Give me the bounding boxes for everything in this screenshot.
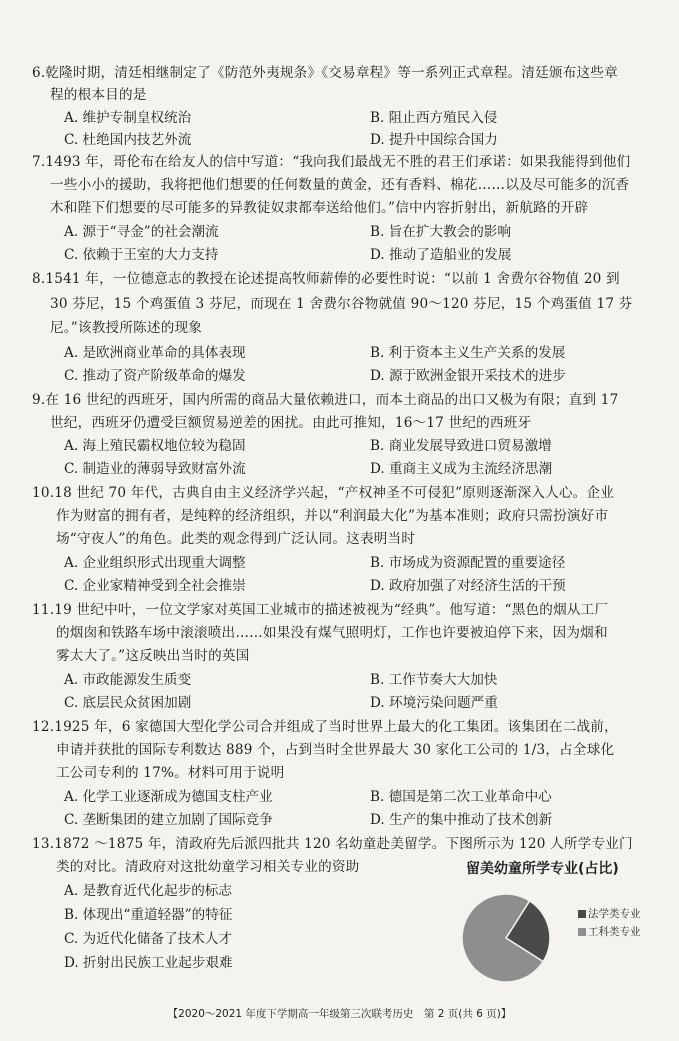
q11-option-b: B. 工作节奏大大加快	[370, 672, 498, 688]
pie-chart	[456, 888, 556, 988]
q13-option-a: A. 是教育近代化起步的标志	[64, 883, 232, 899]
q10-option-b: B. 市场成为资源配置的重要途径	[370, 555, 566, 571]
q7-stem-line-2: 一些小小的援助，我将把他们想要的任何数量的黄金，还有香料、棉花……以及尽可能多的沉香	[50, 177, 630, 193]
q6-option-b: B. 阻止西方殖民入侵	[370, 110, 498, 126]
q10-stem-line-3: 场“守夜人”的角色。此类的观念得到广泛认同。这表明当时	[56, 531, 416, 547]
q11-stem-line-3: 雾太大了。”这反映出当时的英国	[56, 648, 250, 664]
q10-option-d: D. 政府加强了对经济生活的干预	[370, 578, 566, 594]
q9-stem-line-1: 9.在 16 世纪的西班牙，国内所需的商品大量依赖进口，而本土商品的出口又极为有限；直到 17	[32, 392, 619, 408]
q13-stem-line-1: 13.1872 ～1875 年，清政府先后派四批共 120 名幼童赴美留学。下图所示为 120 人所学专业门	[32, 836, 633, 852]
q13-option-d: D. 折射出民族工业起步艰难	[64, 955, 233, 971]
q10-option-a: A. 企业组织形式出现重大调整	[64, 555, 246, 571]
q10-option-c: C. 企业家精神受到全社会推崇	[64, 578, 246, 594]
q8-option-b: B. 利于资本主义生产关系的发展	[370, 345, 566, 361]
q8-stem-line-2: 30 芬尼，15 个鸡蛋值 3 芬尼，而现在 1 舍费尔谷物就值 90～120 芬尼，15 个鸡蛋值 17 芬	[50, 296, 633, 312]
q9-option-a: A. 海上殖民霸权地位较为稳固	[64, 438, 246, 454]
q13-option-b: B. 体现出“重道轻器”的特征	[64, 907, 233, 923]
q12-option-d: D. 生产的集中推动了技术创新	[370, 812, 553, 828]
q11-option-a: A. 市政能源发生质变	[64, 672, 192, 688]
q12-option-b: B. 德国是第二次工业革命中心	[370, 789, 552, 805]
q12-stem-line-3: 工公司专利的 17%。材料可用于说明	[56, 765, 285, 781]
q9-option-b: B. 商业发展导致进口贸易激增	[370, 438, 552, 454]
q7-stem-line-3: 木和陛下们想要的尽可能多的异教徒奴隶都奉送给他们。”信中内容折射出，新航路的开辟	[50, 200, 589, 216]
q9-option-c: C. 制造业的薄弱导致财富外流	[64, 461, 246, 477]
legend-item-law	[578, 906, 641, 921]
q12-option-c: C. 垄断集团的建立加剧了国际竞争	[64, 812, 273, 828]
q12-option-a: A. 化学工业逐渐成为德国支柱产业	[64, 789, 273, 805]
legend-item-engineering	[578, 924, 641, 939]
q7-option-c: C. 依赖于王室的大力支持	[64, 247, 219, 263]
q6-option-c: C. 杜绝国内技艺外流	[64, 132, 192, 148]
chart-title: 留美幼童所学专业(占比)	[466, 861, 619, 877]
q11-stem-line-1: 11.19 世纪中叶，一位文学家对英国工业城市的描述被视为“经典”。他写道：“黑色的烟从工厂	[32, 602, 609, 618]
legend-label-engineering: 工科类专业	[588, 926, 641, 938]
q9-stem-line-2: 世纪，西班牙仍遭受巨额贸易逆差的困扰。由此可推知，16～17 世纪的西班牙	[50, 415, 532, 431]
page-footer: 【2020～2021 年度下学期高一年级第三次联考历史 第 2 页(共 6 页)】	[167, 1008, 512, 1020]
q10-stem-line-2: 作为财富的拥有者，是纯粹的经济组织，并以“利润最大化”为基本准则；政府只需扮演好市	[56, 508, 609, 524]
legend-swatch-engineering	[578, 928, 586, 936]
q12-stem-line-2: 申请并获批的国际专利数达 889 个，占到当时全世界最大 30 家化工公司的 1/3，占全球化	[56, 742, 615, 758]
q13-option-c: C. 为近代化储备了技术人才	[64, 931, 233, 947]
q7-option-d: D. 推动了造船业的发展	[370, 247, 512, 263]
q6-option-a: A. 维护专制皇权统治	[64, 110, 192, 126]
q7-stem-line-1: 7.1493 年，哥伦布在给友人的信中写道：“我向我们最战无不胜的君王们承诺：如果我能得到他们	[32, 154, 631, 170]
q7-option-a: A. 源于“寻金”的社会潮流	[64, 224, 219, 240]
q8-stem-line-1: 8.1541 年，一位德意志的教授在论述提高牧师薪俸的必要性时说：“以前 1 舍费尔谷物值 20 到	[32, 271, 620, 287]
legend-swatch-law	[578, 910, 586, 918]
q11-option-d: D. 环境污染问题严重	[370, 695, 498, 711]
q8-option-d: D. 源于欧洲金银开采技术的进步	[370, 368, 566, 384]
q7-option-b: B. 旨在扩大教会的影响	[370, 224, 511, 240]
q6-option-d: D. 提升中国综合国力	[370, 132, 498, 148]
q11-option-c: C. 底层民众贫困加剧	[64, 695, 192, 711]
q9-option-d: D. 重商主义成为主流经济思潮	[370, 461, 553, 477]
q11-stem-line-2: 的烟囱和铁路车场中滚滚喷出……如果没有煤气照明灯，工作也许要被迫停下来，因为烟和	[56, 625, 608, 641]
q8-option-c: C. 推动了资产阶级革命的爆发	[64, 368, 246, 384]
q13-stem-line-2: 类的对比。清政府对这批幼童学习相关专业的资助	[56, 859, 360, 875]
q6-stem-line-1: 6.乾隆时期，清廷相继制定了《防范外夷规条》《交易章程》等一系列正式章程。清廷颁布这些章	[32, 65, 618, 81]
legend-label-law: 法学类专业	[588, 908, 641, 920]
q12-stem-line-1: 12.1925 年，6 家德国大型化学公司合并组成了当时世界上最大的化工集团。该集团在二战前，	[32, 719, 618, 735]
q10-stem-line-1: 10.18 世纪 70 年代，古典自由主义经济学兴起，“产权神圣不可侵犯”原则逐渐深入人心。企业	[32, 485, 615, 501]
q8-stem-line-3: 尼。”该教授所陈述的现象	[50, 320, 203, 336]
q8-option-a: A. 是欧洲商业革命的具体表现	[64, 345, 246, 361]
q6-stem-line-2: 程的根本目的是	[50, 87, 147, 103]
